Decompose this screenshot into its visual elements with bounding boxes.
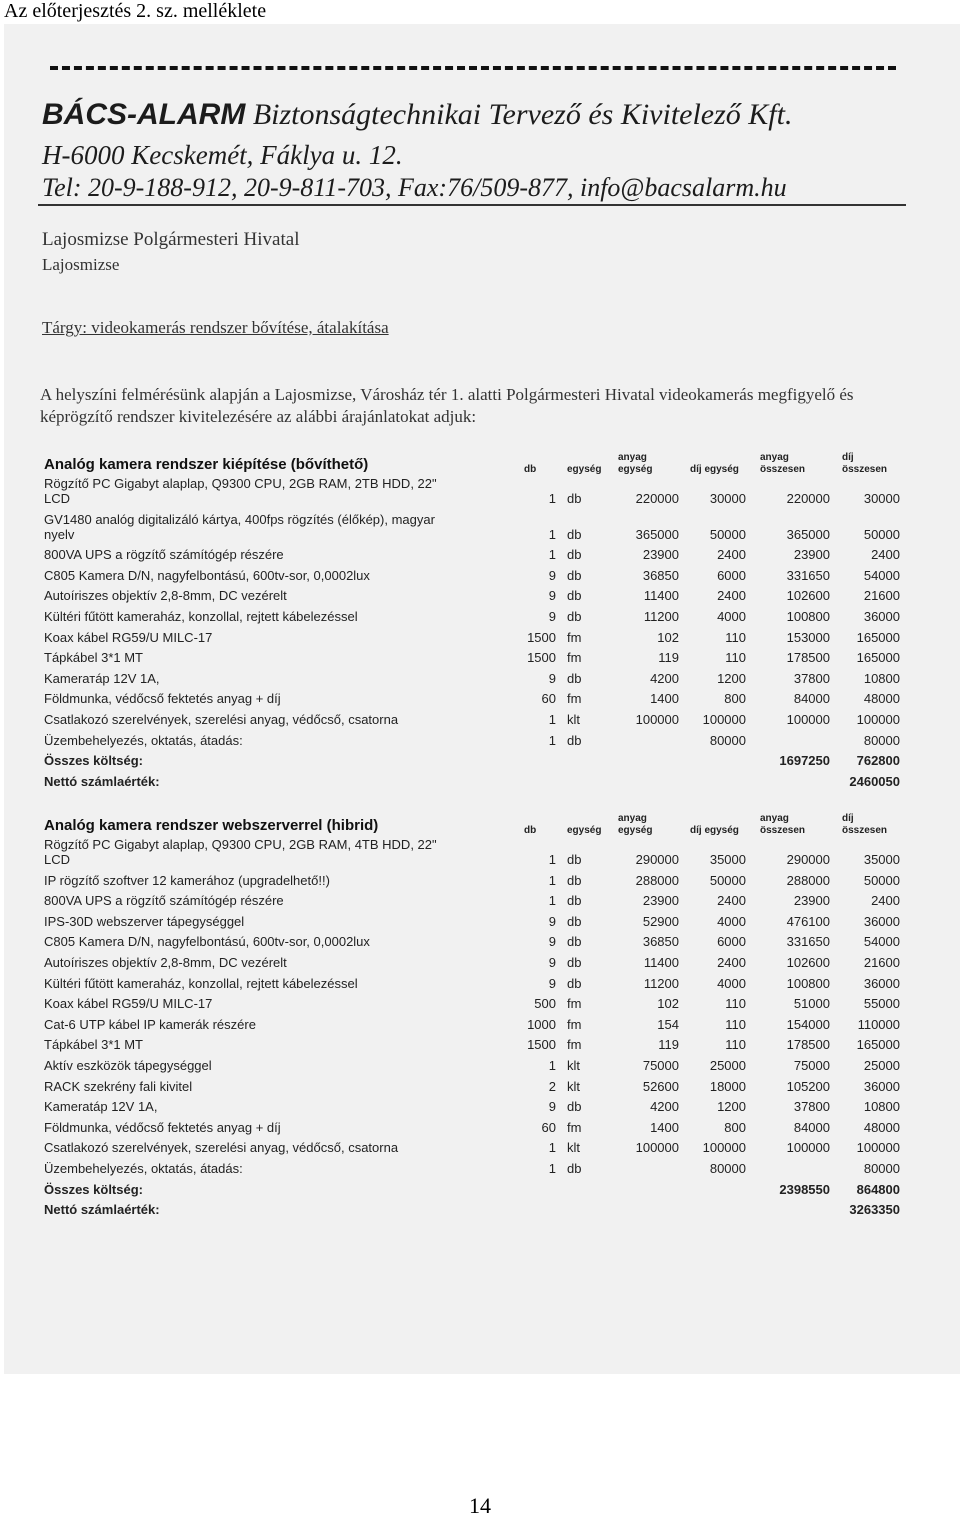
item-quantity: 1 xyxy=(548,712,556,727)
recipient-city: Lajosmizse xyxy=(42,255,120,274)
table-row xyxy=(0,1037,960,1057)
table-row xyxy=(0,1058,960,1078)
col-header-material-total-top: anyag xyxy=(760,452,789,463)
item-quantity: 1 xyxy=(548,852,556,867)
item-description: Autoíriszes objektív 2,8-8mm, DC vezérelt xyxy=(44,588,287,604)
item-labor-total: 25000 xyxy=(863,1058,900,1073)
company-address: H-6000 Kecskemét, Fáklya u. 12. xyxy=(42,140,403,170)
col-header-labor-unit: díj egység xyxy=(690,825,739,836)
item-unit: klt xyxy=(567,1140,580,1156)
item-labor-unit-price: 110 xyxy=(725,996,746,1012)
item-quantity: 1 xyxy=(548,1140,556,1156)
item-material-total: 476100 xyxy=(786,913,830,929)
item-material-total: 100000 xyxy=(786,1140,830,1156)
item-material-unit-price: 23900 xyxy=(642,547,679,563)
item-description: Csatlakozó szerelvények, szerelési anyag, védőcső, csatorna xyxy=(44,712,399,727)
item-description: Koax kábel RG59/U MILC-17 xyxy=(44,629,213,645)
item-labor-total: 50000 xyxy=(863,526,900,542)
item-material-total: 288000 xyxy=(786,872,830,888)
item-quantity: 1000 xyxy=(527,1016,556,1032)
net-total-row xyxy=(0,774,960,794)
item-material-total: 100800 xyxy=(786,975,830,991)
table-row xyxy=(0,491,960,511)
item-unit: fm xyxy=(567,1016,582,1032)
total-labor: 864800 xyxy=(856,1181,900,1197)
item-material-total: 154000 xyxy=(786,1016,830,1032)
table-row xyxy=(0,527,960,547)
item-labor-unit-price: 2400 xyxy=(717,547,746,563)
item-description: 800VA UPS a rögzítő számítógép részére xyxy=(44,893,284,909)
item-unit: fm xyxy=(567,1119,582,1135)
item-unit: db xyxy=(567,732,582,748)
item-unit: db xyxy=(567,547,582,563)
table-row xyxy=(0,588,960,608)
table-row xyxy=(0,1140,960,1160)
item-labor-unit-price: 4000 xyxy=(717,975,746,991)
item-unit: db xyxy=(567,893,582,909)
net-total-value: 2460050 xyxy=(849,773,900,789)
table-row xyxy=(0,914,960,934)
item-material-unit-price: 11200 xyxy=(643,975,679,991)
item-labor-total: 100000 xyxy=(856,1140,900,1156)
item-labor-unit-price: 110 xyxy=(725,1016,746,1032)
item-labor-unit-price: 25000 xyxy=(709,1058,746,1073)
item-description: Földmunka, védőcső fektetés anyag + díj xyxy=(44,691,281,707)
item-quantity: 9 xyxy=(548,588,556,604)
intro-paragraph: A helyszíni felmérésünk alapján a Lajosmizse, Városház tér 1. alatti Polgármesteri Hivatal videokamerás megfigyelő és képrögzítő rendszer kivitelezésére az alábbi árajánlatokat adjuk: xyxy=(40,385,854,426)
item-description: IPS-30D webszerver tápegységgel xyxy=(44,913,245,929)
item-material-total: 102600 xyxy=(786,588,830,604)
subject-line: Tárgy: videokamerás rendszer bővítése, átalakítása xyxy=(42,318,389,337)
col-header-material-unit-bottom: egység xyxy=(618,464,653,475)
item-unit: db xyxy=(567,588,582,604)
col-header-labor-unit: díj egység xyxy=(690,464,739,475)
item-labor-total: 165000 xyxy=(856,629,900,645)
item-unit: db xyxy=(567,1161,582,1176)
item-unit: db xyxy=(567,670,582,686)
item-material-total: 220000 xyxy=(786,491,830,506)
item-quantity: 9 xyxy=(548,934,556,950)
item-unit: db xyxy=(567,975,582,991)
item-labor-unit-price: 80000 xyxy=(709,732,746,748)
item-labor-unit-price: 110 xyxy=(725,650,746,666)
item-unit: db xyxy=(567,526,582,542)
item-labor-unit-price: 110 xyxy=(725,1037,746,1053)
item-description: C805 Kamera D/N, nagyfelbontású, 600tv-sor, 0,0002lux xyxy=(44,934,370,950)
col-header-material-unit-top: anyag xyxy=(618,813,647,824)
item-material-total: 331650 xyxy=(786,934,830,950)
item-description: Kültéri fűtött kameraház, konzollal, rejtett kábelezéssel xyxy=(44,609,358,624)
item-material-total: 290000 xyxy=(786,852,830,867)
item-material-total: 105200 xyxy=(786,1078,830,1094)
table-row xyxy=(0,650,960,670)
col-header-labor-total xyxy=(842,452,887,476)
item-labor-unit-price: 2400 xyxy=(717,588,746,604)
item-material-unit-price: 52900 xyxy=(642,913,679,929)
item-quantity: 9 xyxy=(548,913,556,929)
item-description: Üzembehelyezés, oktatás, átadás: xyxy=(44,732,243,748)
item-labor-unit-price: 18000 xyxy=(709,1078,746,1094)
table-row xyxy=(0,934,960,954)
item-material-total: 178500 xyxy=(786,650,830,666)
item-labor-total: 80000 xyxy=(863,1161,900,1176)
item-material-unit-price: 290000 xyxy=(635,852,679,867)
item-labor-total: 21600 xyxy=(863,955,900,970)
item-quantity: 9 xyxy=(548,609,556,624)
item-labor-total: 100000 xyxy=(856,712,900,727)
item-material-unit-price: 1400 xyxy=(650,1119,679,1135)
total-row xyxy=(0,1182,960,1202)
item-labor-total: 54000 xyxy=(863,934,900,950)
item-quantity: 60 xyxy=(541,1119,556,1135)
item-description: Aktív eszközök tápegységgel xyxy=(44,1058,212,1073)
col-header-unit: egység xyxy=(567,464,602,475)
item-description: 800VA UPS a rögzítő számítógép részére xyxy=(44,547,284,563)
item-description: Tápkábel 3*1 MT xyxy=(44,650,143,666)
company-contact: Tel: 20-9-188-912, 20-9-811-703, Fax:76/509-877, info@bacsalarm.hu xyxy=(42,173,787,202)
item-description: Cat-6 UTP kábel IP kamerák részére xyxy=(44,1016,256,1032)
item-material-unit-price: 102 xyxy=(657,629,679,645)
item-unit: db xyxy=(567,913,582,929)
item-material-unit-price: 11200 xyxy=(643,609,679,624)
item-material-unit-price: 100000 xyxy=(635,712,679,727)
item-labor-unit-price: 800 xyxy=(724,1119,746,1135)
item-labor-total: 80000 xyxy=(863,732,900,748)
total-label: Összes költség: xyxy=(44,1181,143,1197)
col-header-db: db xyxy=(524,825,537,836)
total-labor: 762800 xyxy=(856,753,900,769)
total-material: 1697250 xyxy=(779,753,830,769)
item-material-total: 75000 xyxy=(793,1058,830,1073)
item-description: Üzembehelyezés, oktatás, átadás: xyxy=(44,1161,243,1176)
item-quantity: 60 xyxy=(541,691,556,707)
total-row xyxy=(0,753,960,773)
item-description: Földmunka, védőcső fektetés anyag + díj xyxy=(44,1119,281,1135)
col-header-labor-total xyxy=(842,813,887,837)
item-description: GV1480 analóg digitalizáló kártya, 400fps rögzítés (élőkép), magyar xyxy=(44,511,435,527)
item-quantity: 1500 xyxy=(527,629,556,645)
col-header-material-total xyxy=(760,452,805,476)
item-unit: klt xyxy=(567,1058,580,1073)
item-labor-unit-price: 1200 xyxy=(717,1099,746,1115)
company-brand: BÁCS-ALARM xyxy=(42,98,246,131)
item-material-total: 331650 xyxy=(786,567,830,583)
item-quantity: 9 xyxy=(548,975,556,991)
item-description: nyelv xyxy=(44,526,75,542)
item-unit: klt xyxy=(567,712,580,727)
item-description: Koax kábel RG59/U MILC-17 xyxy=(44,996,213,1012)
col-header-material-unit xyxy=(618,813,652,837)
header-dashed-divider xyxy=(50,66,896,70)
col-header-labor-total-bottom: összesen xyxy=(842,825,888,836)
net-total-label: Nettó számlaérték: xyxy=(44,1202,160,1218)
item-material-total: 37800 xyxy=(793,1099,830,1115)
item-description: Rögzítő PC Gigabyt alaplap, Q9300 CPU, 2GB RAM, 2TB HDD, 22" xyxy=(44,476,437,491)
item-material-unit-price: 102 xyxy=(657,996,679,1012)
table-row xyxy=(0,1120,960,1140)
item-quantity: 2 xyxy=(548,1078,556,1094)
item-material-total: 100000 xyxy=(786,712,830,727)
item-unit: fm xyxy=(567,996,582,1012)
item-labor-total: 110000 xyxy=(857,1016,900,1032)
item-labor-total: 36000 xyxy=(863,1078,900,1094)
col-header-unit: egység xyxy=(567,825,602,836)
item-labor-total: 36000 xyxy=(863,913,900,929)
item-material-unit-price: 75000 xyxy=(642,1058,679,1073)
col-header-labor-total-top: díj xyxy=(842,813,854,824)
page-header: Az előterjesztés 2. sz. melléklete xyxy=(4,0,267,22)
item-material-unit-price: 119 xyxy=(658,650,679,666)
item-material-unit-price: 220000 xyxy=(635,491,679,506)
item-material-unit-price: 154 xyxy=(657,1016,679,1032)
table-row xyxy=(0,691,960,711)
item-labor-unit-price: 35000 xyxy=(709,852,746,867)
item-unit: db xyxy=(567,852,582,867)
item-unit: db xyxy=(567,934,582,950)
item-labor-unit-price: 1200 xyxy=(717,670,746,686)
item-quantity: 1 xyxy=(548,1161,556,1176)
item-material-unit-price: 36850 xyxy=(642,567,679,583)
item-quantity: 1500 xyxy=(527,1037,556,1053)
item-labor-total: 165000 xyxy=(856,1037,900,1053)
total-label: Összes költség: xyxy=(44,753,143,769)
item-description: Tápkábel 3*1 MT xyxy=(44,1037,143,1053)
item-unit: klt xyxy=(567,1078,580,1094)
item-labor-unit-price: 4000 xyxy=(717,609,746,624)
item-labor-unit-price: 2400 xyxy=(717,955,746,970)
item-material-unit-price: 119 xyxy=(658,1037,679,1053)
item-description: Csatlakozó szerelvények, szerelési anyag, védőcső, csatorna xyxy=(44,1140,399,1156)
item-unit: db xyxy=(567,1099,582,1115)
item-material-unit-price: 1400 xyxy=(650,691,679,707)
col-header-material-total-bottom: összesen xyxy=(760,464,806,475)
item-quantity: 500 xyxy=(534,996,556,1012)
item-labor-total: 36000 xyxy=(863,609,900,624)
item-labor-total: 2400 xyxy=(871,893,900,909)
table-row xyxy=(0,976,960,996)
table-row xyxy=(0,568,960,588)
table-row xyxy=(0,630,960,650)
item-quantity: 1 xyxy=(548,526,556,542)
item-labor-unit-price: 6000 xyxy=(717,934,746,950)
item-labor-unit-price: 800 xyxy=(724,691,746,707)
item-quantity: 1 xyxy=(548,1058,556,1073)
table-row xyxy=(0,955,960,975)
table-row xyxy=(0,547,960,567)
col-header-material-total-top: anyag xyxy=(760,813,789,824)
table-row xyxy=(0,1017,960,1037)
item-labor-total: 55000 xyxy=(863,996,900,1012)
item-quantity: 1 xyxy=(548,491,556,506)
table-row xyxy=(0,1099,960,1119)
item-unit: db xyxy=(567,955,582,970)
item-material-total: 23900 xyxy=(793,893,830,909)
item-quantity: 9 xyxy=(548,955,556,970)
net-total-label: Nettó számlaérték: xyxy=(44,773,160,789)
item-labor-unit-price: 110 xyxy=(725,629,746,645)
item-material-total: 23900 xyxy=(793,547,830,563)
item-material-total: 365000 xyxy=(786,526,830,542)
item-labor-unit-price: 80000 xyxy=(709,1161,746,1176)
item-labor-total: 2400 xyxy=(871,547,900,563)
item-material-total: 84000 xyxy=(793,1119,830,1135)
item-quantity: 1 xyxy=(548,872,556,888)
table-row xyxy=(0,893,960,913)
table-row xyxy=(0,1079,960,1099)
col-header-labor-total-top: díj xyxy=(842,452,854,463)
table-row xyxy=(0,1161,960,1181)
item-labor-total: 48000 xyxy=(863,1119,900,1135)
item-material-unit-price: 4200 xyxy=(650,1099,679,1115)
item-labor-unit-price: 50000 xyxy=(709,526,746,542)
item-description: Kameratáp 12V 1A, xyxy=(44,1099,158,1115)
item-quantity: 1500 xyxy=(527,650,556,666)
item-description: Autoíriszes objektív 2,8-8mm, DC vezérelt xyxy=(44,955,287,970)
item-labor-unit-price: 100000 xyxy=(702,712,746,727)
table-row xyxy=(0,873,960,893)
col-header-db: db xyxy=(524,464,537,475)
item-quantity: 1 xyxy=(548,732,556,748)
col-header-material-unit xyxy=(618,452,652,476)
item-material-total: 51000 xyxy=(793,996,830,1012)
item-material-unit-price: 365000 xyxy=(635,526,679,542)
item-material-total: 178500 xyxy=(786,1037,830,1053)
item-description: Rögzítő PC Gigabyt alaplap, Q9300 CPU, 2GB RAM, 4TB HDD, 22" xyxy=(44,837,437,852)
company-name-rest: Biztonságtechnikai Tervező és Kivitelező Kft. xyxy=(252,98,793,131)
item-labor-unit-price: 30000 xyxy=(709,491,746,506)
item-unit: db xyxy=(567,872,582,888)
item-description: LCD xyxy=(44,491,71,506)
table-row xyxy=(0,712,960,732)
total-material: 2398550 xyxy=(779,1181,830,1197)
item-description: Kültéri fűtött kameraház, konzollal, rejtett kábelezéssel xyxy=(44,975,358,991)
item-description: Kamerатáp 12V 1A, xyxy=(44,670,160,686)
item-quantity: 9 xyxy=(548,670,556,686)
item-material-total: 37800 xyxy=(793,670,830,686)
item-material-total: 102600 xyxy=(786,955,830,970)
item-labor-total: 50000 xyxy=(863,872,900,888)
item-unit: fm xyxy=(567,691,582,707)
col-header-material-total-bottom: összesen xyxy=(760,825,806,836)
table-row xyxy=(0,852,960,872)
item-labor-total: 165000 xyxy=(856,650,900,666)
col-header-material-total xyxy=(760,813,805,837)
item-labor-total: 10800 xyxy=(863,1099,900,1115)
item-material-unit-price: 11400 xyxy=(643,588,679,604)
table-row xyxy=(0,733,960,753)
table-title: Analóg kamera rendszer webszerverrel (hibrid) xyxy=(44,817,379,834)
item-quantity: 1 xyxy=(548,547,556,563)
item-labor-total: 10800 xyxy=(863,670,900,686)
net-total-row xyxy=(0,1202,960,1222)
item-labor-total: 21600 xyxy=(863,588,900,604)
col-header-material-unit-top: anyag xyxy=(618,452,647,463)
item-labor-total: 36000 xyxy=(863,975,900,991)
item-unit: fm xyxy=(567,629,582,645)
recipient-name: Lajosmizse Polgármesteri Hivatal xyxy=(42,229,300,250)
item-description: RACK szekrény fali kivitel xyxy=(44,1078,193,1094)
company-name xyxy=(42,98,792,132)
item-quantity: 9 xyxy=(548,1099,556,1115)
table-row xyxy=(0,609,960,629)
page-number: 14 xyxy=(469,1493,491,1518)
net-total-value: 3263350 xyxy=(849,1202,900,1218)
item-labor-total: 54000 xyxy=(863,567,900,583)
item-description: IP rögzítő szoftver 12 kamerához (upgradelhető!!) xyxy=(44,872,330,888)
item-labor-total: 35000 xyxy=(863,852,900,867)
table-row xyxy=(0,996,960,1016)
item-description: LCD xyxy=(44,852,71,867)
item-material-unit-price: 288000 xyxy=(635,872,679,888)
item-material-total: 153000 xyxy=(786,629,830,645)
item-labor-unit-price: 2400 xyxy=(717,893,746,909)
item-material-unit-price: 100000 xyxy=(635,1140,679,1156)
table-title: Analóg kamera rendszer kiépítése (bővíthető) xyxy=(44,456,369,473)
item-unit: fm xyxy=(567,1037,582,1053)
item-unit: db xyxy=(567,567,582,583)
item-material-unit-price: 52600 xyxy=(642,1078,679,1094)
item-labor-total: 30000 xyxy=(863,491,900,506)
item-material-unit-price: 4200 xyxy=(650,670,679,686)
item-material-total: 84000 xyxy=(793,691,830,707)
item-quantity: 1 xyxy=(548,893,556,909)
item-labor-total: 48000 xyxy=(863,691,900,707)
item-unit: db xyxy=(567,491,582,506)
item-labor-unit-price: 100000 xyxy=(702,1140,746,1156)
item-quantity: 9 xyxy=(548,567,556,583)
letterhead-rule xyxy=(38,204,906,206)
item-labor-unit-price: 6000 xyxy=(717,567,746,583)
table-row xyxy=(0,671,960,691)
item-unit: fm xyxy=(567,650,582,666)
item-description: C805 Kamera D/N, nagyfelbontású, 600tv-sor, 0,0002lux xyxy=(44,567,370,583)
col-header-material-unit-bottom: egység xyxy=(618,825,653,836)
item-unit: db xyxy=(567,609,582,624)
item-material-unit-price: 36850 xyxy=(642,934,679,950)
item-material-unit-price: 23900 xyxy=(642,893,679,909)
col-header-labor-total-bottom: összesen xyxy=(842,464,888,475)
item-material-total: 100800 xyxy=(786,609,830,624)
item-labor-unit-price: 50000 xyxy=(709,872,746,888)
item-material-unit-price: 11400 xyxy=(643,955,679,970)
item-labor-unit-price: 4000 xyxy=(717,913,746,929)
